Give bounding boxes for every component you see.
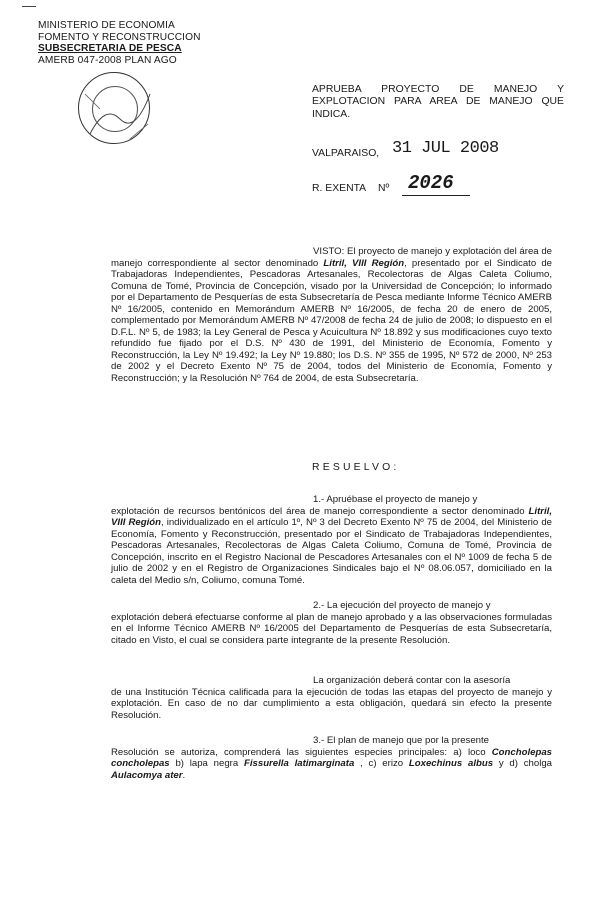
date-stamp: 31 JUL 2008 [392, 139, 499, 158]
letterhead-reference: AMERB 047-2008 PLAN AGO [38, 54, 177, 66]
article-2-advisory-lead: La organización deberá contar con la asesoría [313, 675, 511, 686]
resolution-underline [402, 195, 470, 196]
species-erizo: Loxechinus albus [408, 758, 494, 770]
article-3-lead: 3.- El plan de manejo que por la presente [313, 735, 489, 746]
resolution-nro-label: Nº [378, 183, 390, 194]
visto-text-2: , presentado por el Sindicato de Trabajadoras Independientes, Pescadoras Artesanales, Recolectoras de Algas Caleta Coliumo, Comuna de Tomé, Provincia de Concepción, visado por la Universidad de Concepción; lo informado por el Departamento de Pesquerías de esta Subsecretaría de Pesca mediante Informe Técnico AMERB Nº 16/2005, contenido en Memorándum AMERB Nº 16/2005, de fecha 20 de enero de 2005, complementado por Memorándum AMERB Nº 47/2008 de fecha 24 de julio de 2008; lo dispuesto en el D.F.L. Nº 5, de 1983; la Ley General de Pesca y Acuicultura Nº 18.892 y sus modificaciones cuyo texto refundido fue fijado por el D.S. Nº 430 de 1991, del Ministerio de Economía, Fomento y Reconstrucción, la Ley Nº 19.492; la Ley Nº 19.880; los D.S. Nº 355 de 1995, Nº 572 de 2000, Nº 253 de 2002 y el Decreto Exento Nº 75 de 2004, todos del Ministerio de Economía, Fomento y Reconstrucción; y la Resolución Nº 764 de 2004, de esta Subsecretaría. [111, 257, 552, 385]
article-3-text-3: , c) erizo [354, 758, 409, 770]
species-cholga: Aulacomya ater [111, 769, 183, 781]
article-3-text-4: y d) cholga [493, 758, 552, 770]
visto-paragraph [111, 246, 552, 385]
letterhead-ministry-2: FOMENTO Y RECONSTRUCCION [38, 31, 201, 43]
document-title: APRUEBA PROYECTO DE MANEJO Y EXPLOTACION PARA AREA DE MANEJO QUE INDICA. [312, 84, 564, 120]
species-lapa: Fissurella latimarginata [244, 758, 355, 770]
visto-text-1: El proyecto de manejo y explotación del área de manejo correspondiente al sector denominado [111, 246, 552, 269]
article-1 [111, 494, 552, 586]
letterhead-ministry: MINISTERIO DE ECONOMIA [38, 20, 175, 31]
visto-sector: Litril, VIII Región [323, 257, 405, 269]
article-1-text-1: explotación de recursos bentónicos del área de manejo correspondiente a sector denominado [111, 505, 529, 517]
article-1-sector: Litril, VIII Región [111, 505, 552, 529]
resuelvo-heading: RESUELVO: [312, 462, 400, 473]
letterhead-subsecretaria: SUBSECRETARIA DE PESCA [38, 43, 182, 55]
margin-mark [22, 6, 36, 7]
article-3-text-2: b) lapa negra [169, 758, 244, 770]
article-2-advisory [111, 675, 552, 721]
visto-lead: VISTO: [313, 246, 345, 257]
article-3-text-5: . [182, 769, 186, 781]
species-loco: Concholepas concholepas [111, 746, 552, 770]
article-2 [111, 600, 552, 646]
resolution-label: R. EXENTA [312, 183, 367, 194]
seal-scribble-icon [70, 64, 160, 154]
article-3 [111, 735, 552, 781]
article-1-text-2: , individualizado en el artículo 1º, Nº 3 del Decreto Exento Nº 75 de 2004, del Ministerio de Economía, Fomento y Reconstrucción, presentado por el Sindicato de Trabajadoras Independientes, Pescadoras Artesanales, Recolectoras de Algas Caleta Coliumo, Comuna de Tomé, Provincia de Concepción, inscrito en el Registro Nacional de Pescadores Artesanales con el Nº 1009 de fecha 5 de julio de 2002 y en el Registro de Organizaciones Sindicales bajo el Nº 08.06.057, domiciliado en la caleta del Medio s/n, Coliumo, comuna Tomé. [111, 517, 552, 586]
date-place: VALPARAISO, [312, 148, 380, 159]
article-2-lead: 2.- La ejecución del proyecto de manejo y [313, 600, 491, 611]
article-2-advisory-text: de una Institución Técnica calificada para la ejecución de todas las etapas del proyecto de manejo y explotación. En caso de no dar cumplimiento a esta obligación, quedará sin efecto la presente Resolución. [111, 686, 552, 721]
article-3-text-1: Resolución se autoriza, comprenderá las siguientes especies principales: a) loco [111, 746, 492, 758]
resolution-number: 2026 [408, 172, 454, 194]
letterhead [38, 20, 201, 66]
article-2-text: explotación deberá efectuarse conforme al plan de manejo aprobado y a las observaciones formuladas en el Informe Técnico AMERB Nº 16/2005 del Departamento de Pesquerías de esta Subsecretaría, citado en Visto, el cual se considera parte integrante de la presente Resolución. [111, 611, 552, 646]
article-1-lead: 1.- Apruébase el proyecto de manejo y [313, 494, 478, 505]
